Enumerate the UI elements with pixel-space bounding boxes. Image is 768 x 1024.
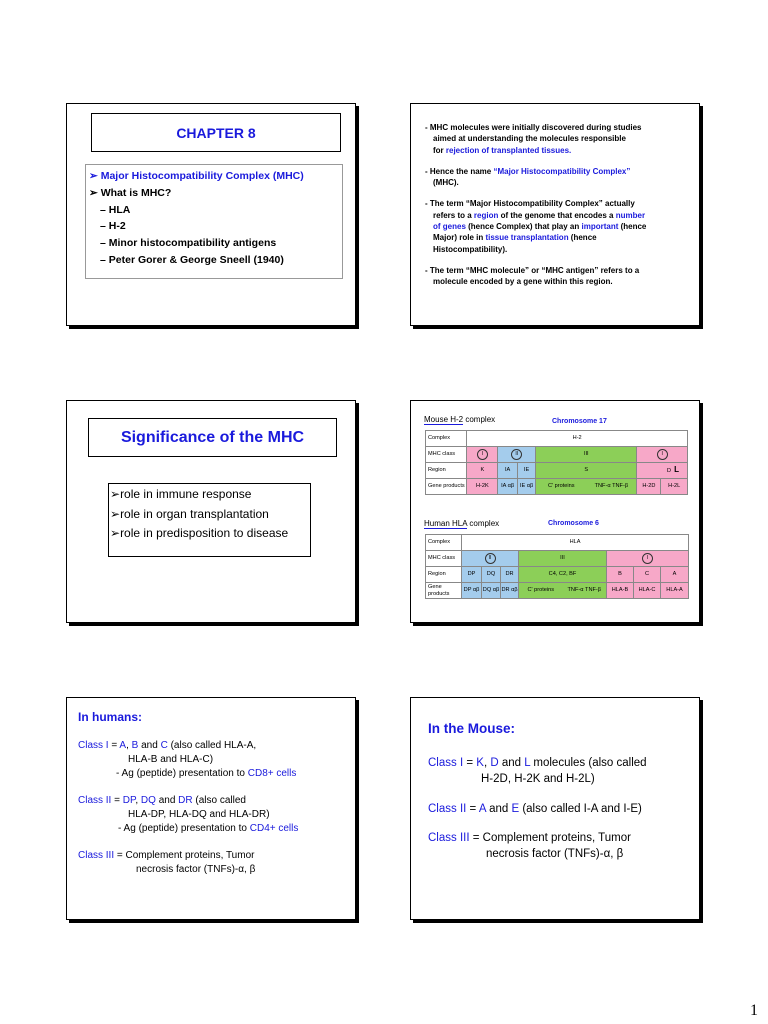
paragraph: Class I = K, D and L molecules (also called H-2D, H-2K and H-2L) [428,757,647,785]
paragraph: Class II = DP, DQ and DR (also called HLA-DP, HLA-DQ and HLA-DR) - Ag (peptide) presentation to CD4+ cells [78,795,299,834]
slide-mhc-maps [410,400,700,623]
list-item: ➢role in immune response [110,487,252,501]
list-item: – Peter Gorer & George Sneell (1940) [100,253,284,266]
mouse-chromosome-label: Chromosome 17 [552,418,607,425]
slide-text [425,122,693,298]
list-item: – HLA [100,203,131,216]
list-item: ➢ What is MHC? [89,186,172,199]
human-chromosome-label: Chromosome 6 [548,520,599,527]
paragraph: Class III = Complement proteins, Tumor necrosis factor (TNFs)-α, β [78,850,256,875]
page-number: 1 [750,1002,758,1019]
arrow-bullet-icon: ➢ [89,170,101,182]
slide-title: Significance of the MHC [88,418,337,457]
arrow-bullet-icon: ➢ [110,526,121,540]
paragraph: - Hence the name “Major Histocompatibility Complex” (MHC). [425,166,631,188]
list-item: – H-2 [100,220,126,233]
slide-title: CHAPTER 8 [91,113,341,152]
list-item: – Minor histocompatibility antigens [100,237,277,250]
slide-significance [66,400,356,623]
bullet-list [89,168,304,269]
mouse-h2-table: Complex H-2 MHC class I II III I Region K IA IE S D L Gene products H-2K IA αβ IE αβ C' proteins TNF-α TNF-β H-2D H-2L [425,430,688,495]
slide-text [78,739,298,890]
slide-title: In humans: [78,710,143,724]
slide-mhc-definition [410,103,700,326]
paragraph: Class I = A, B and C (also called HLA-A, HLA-B and HLA-C) - Ag (peptide) presentation to CD8+ cells [78,740,297,779]
mouse-complex-heading: Mouse H-2 complex [424,415,496,424]
list-item: ➢role in predisposition to disease [110,526,289,540]
paragraph: Class II = A and E (also called I-A and I-E) [428,802,642,815]
paragraph: Class III = Complement proteins, Tumor necrosis factor (TNFs)-α, β [428,832,631,861]
paragraph: - The term “MHC molecule” or “MHC antigen” refers to a molecule encoded by a gene within this region. [425,265,640,287]
list-item: ➢ Major Histocompatibility Complex (MHC) [89,170,304,182]
paragraph: - The term “Major Histocompatibility Complex” actually refers to a region of the genome that encodes a number of genes (hence Complex) that play an important (hence Major) role in tissue transplantation (hence Histocompatibility). [425,199,647,254]
bullet-list [108,483,311,557]
human-complex-heading: Human HLA complex [424,519,500,528]
slide-humans [66,697,356,920]
arrow-bullet-icon: ➢ [110,506,121,521]
arrow-bullet-icon: ➢ [89,186,101,199]
list-item: ➢role in organ transplantation [110,506,269,521]
slide-chapter-8 [66,103,356,326]
paragraph: - MHC molecules were initially discovered during studies aimed at understanding the molecules responsible for rejection of transplanted tissues. [425,123,642,155]
arrow-bullet-icon: ➢ [110,487,121,501]
slide-mouse [410,697,700,920]
human-hla-table: Complex HLA MHC class II III I Region DP DQ DR C4, C2, BF B C A Gene products DP αβ DQ αβ DR αβ C' proteins TNF-α TNF-β HLA-B HLA-C HLA-A [425,534,689,599]
slide-title: In the Mouse: [428,721,515,736]
slide-text [428,756,647,877]
